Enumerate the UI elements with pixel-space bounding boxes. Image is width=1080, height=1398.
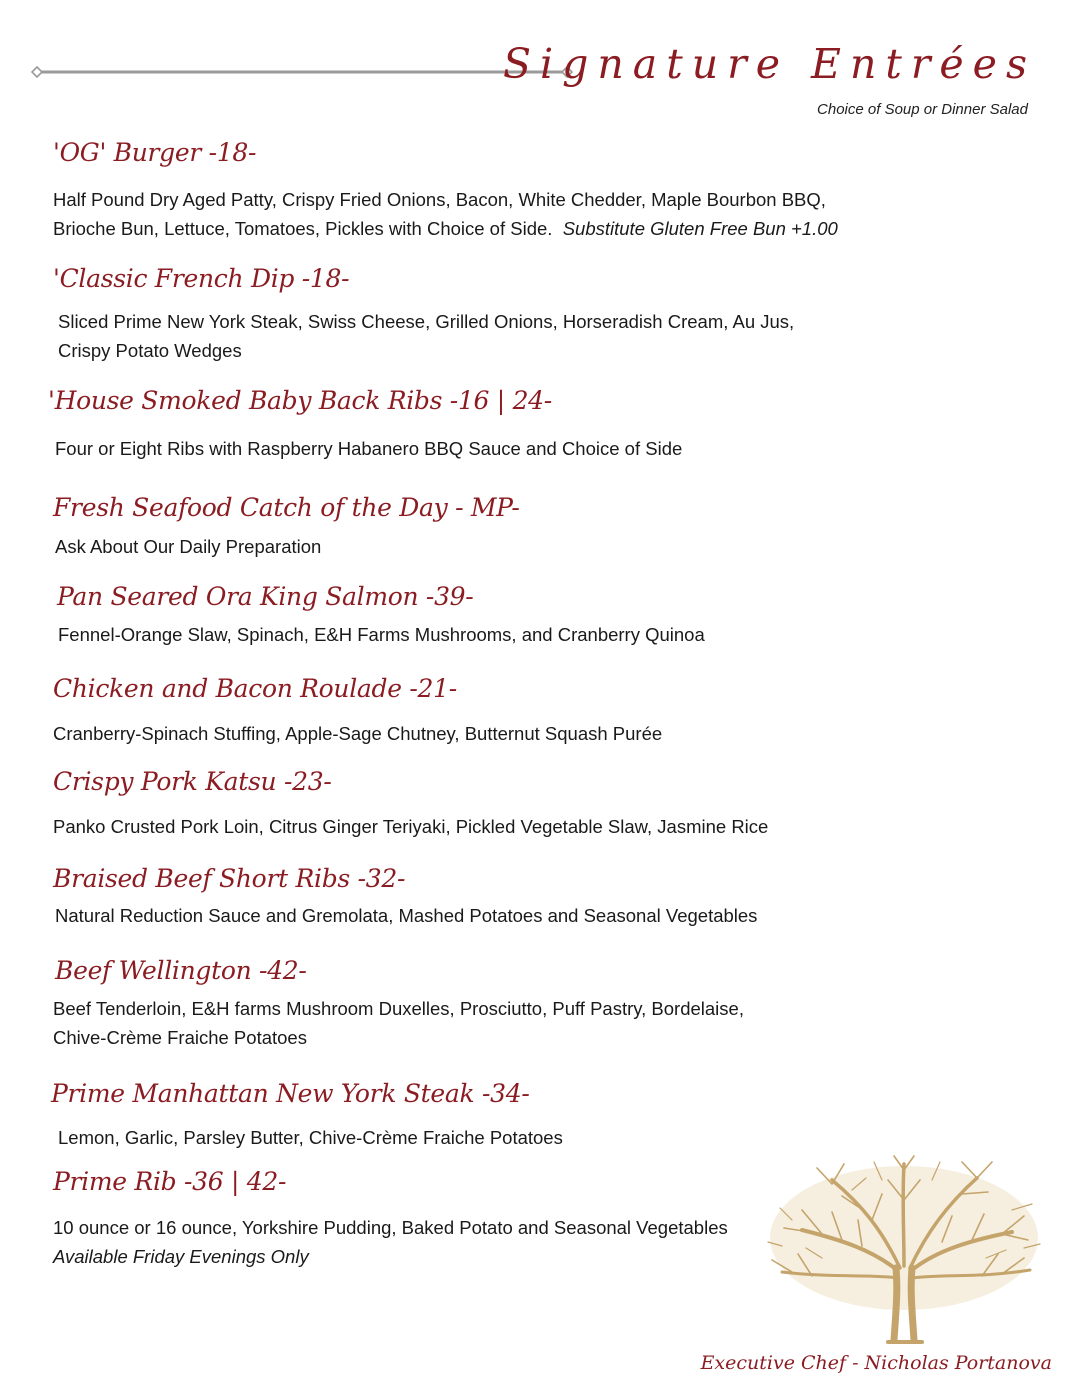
chef-credit: Executive Chef - Nicholas Portanova [700,1352,1052,1374]
entry-desc-chicken-roulade: Cranberry-Spinach Stuffing, Apple-Sage Chutney, Butternut Squash Purée [53,723,663,744]
entry-name-king-salmon: Pan Seared Ora King Salmon -39- [57,582,474,611]
page-title: Signature Entrées [502,40,1036,88]
rule-left-diamond-icon [31,66,43,78]
entry-note-friday-only: Available Friday Evenings Only [53,1246,309,1267]
page-subtitle: Choice of Soup or Dinner Salad [817,101,1028,118]
entry-name-chicken-roulade: Chicken and Bacon Roulade -21- [53,674,457,703]
entry-desc-french-dip-line-2: Crispy Potato Wedges [58,340,242,361]
entry-desc-seafood-catch: Ask About Our Daily Preparation [55,536,322,557]
entry-name-baby-back-ribs: 'House Smoked Baby Back Ribs -16 | 24- [48,386,552,415]
entry-name-short-ribs: Braised Beef Short Ribs -32- [53,864,406,893]
entry-name-beef-wellington: Beef Wellington -42- [55,956,307,985]
entry-desc-pork-katsu: Panko Crusted Pork Loin, Citrus Ginger Teriyaki, Pickled Vegetable Slaw, Jasmine Rice [53,816,769,837]
oak-tree-icon [762,1150,1047,1350]
entry-desc-king-salmon: Fennel-Orange Slaw, Spinach, E&H Farms Mushrooms, and Cranberry Quinoa [58,624,705,645]
entry-desc-og-burger-line-1: Half Pound Dry Aged Patty, Crispy Fried Onions, Bacon, White Chedder, Maple Bourbon BBQ, [53,189,826,210]
entry-desc-og-burger-line-2-text: Brioche Bun, Lettuce, Tomatoes, Pickles with Choice of Side. [53,218,553,239]
entry-desc-og-burger-line-2 [53,214,838,243]
entry-name-pork-katsu: Crispy Pork Katsu -23- [53,767,332,796]
entry-desc-beef-wellington-line-1: Beef Tenderloin, E&H farms Mushroom Duxelles, Prosciutto, Puff Pastry, Bordelaise, [53,998,744,1019]
entry-note-gluten-free: Substitute Gluten Free Bun +1.00 [562,218,838,239]
entry-desc-ny-steak: Lemon, Garlic, Parsley Butter, Chive-Crème Fraiche Potatoes [58,1127,563,1148]
entry-desc-short-ribs: Natural Reduction Sauce and Gremolata, Mashed Potatoes and Seasonal Vegetables [55,905,758,926]
entry-name-og-burger: 'OG' Burger -18- [53,138,257,167]
entry-name-seafood-catch: Fresh Seafood Catch of the Day - MP- [53,493,520,522]
entry-name-french-dip: 'Classic French Dip -18- [53,264,350,293]
entry-desc-french-dip-line-1: Sliced Prime New York Steak, Swiss Cheese, Grilled Onions, Horseradish Cream, Au Jus, [58,311,795,332]
entry-name-prime-rib: Prime Rib -36 | 42- [53,1167,287,1196]
entry-name-ny-steak: Prime Manhattan New York Steak -34- [51,1079,530,1108]
decorative-rule-line [34,70,570,74]
entry-desc-baby-back-ribs: Four or Eight Ribs with Raspberry Habanero BBQ Sauce and Choice of Side [55,438,683,459]
entry-desc-beef-wellington-line-2: Chive-Crème Fraiche Potatoes [53,1027,307,1048]
entry-desc-prime-rib: 10 ounce or 16 ounce, Yorkshire Pudding, Baked Potato and Seasonal Vegetables [53,1217,728,1238]
